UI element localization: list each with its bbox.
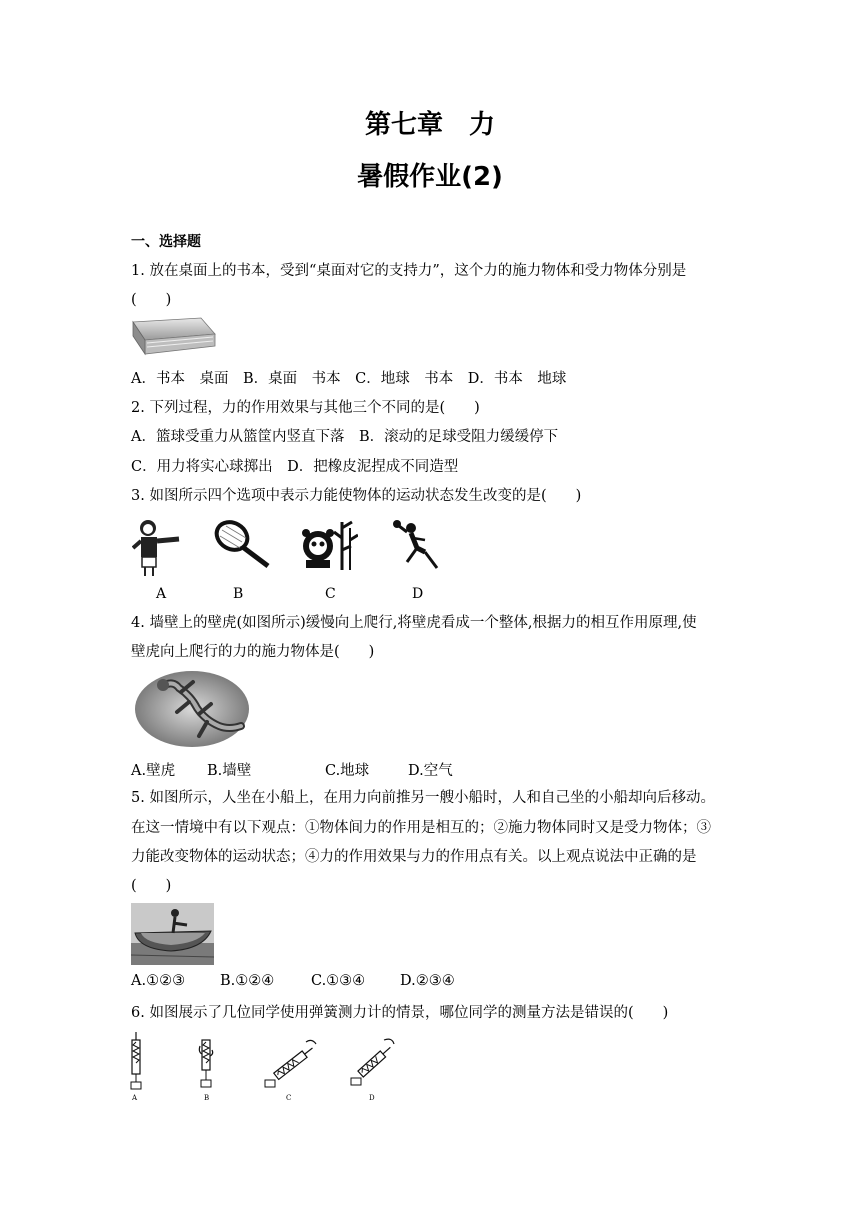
question-4-option-b: B.墙壁: [207, 763, 252, 779]
volleyball-player-image: [385, 518, 445, 574]
scale-label-b: B: [204, 1094, 210, 1102]
figure-label-c: C: [325, 586, 336, 602]
question-6-stem: 6. 如图展示了几位同学使用弹簧测力计的情景，哪位同学的测量方法是错误的( ): [131, 1005, 669, 1021]
question-2-stem: 2. 下列过程，力的作用效果与其他三个不同的是( ): [131, 400, 480, 416]
scale-label-a: A: [132, 1094, 138, 1102]
question-4-stem: 4. 墙壁上的壁虎(如图所示)缓慢向上爬行,将壁虎看成一个整体,根据力的相互作用原理,使: [131, 615, 697, 631]
question-5-stem: 5. 如图所示，人坐在小船上，在用力向前推另一艘小船时，人和自己坐的小船却向后移动。: [131, 790, 715, 806]
boat-image: [131, 903, 214, 965]
scale-label-d: D: [369, 1094, 375, 1102]
scale-label-c: C: [286, 1094, 292, 1102]
page-title: 暑假作业(2): [357, 162, 503, 192]
question-5-option-a: A.①②③: [131, 973, 186, 989]
spring-scale-b-image: [196, 1036, 216, 1092]
question-4-option-a: A.壁虎: [131, 763, 176, 779]
question-2-options-cd: C．用力将实心球掷出 D．把橡皮泥捏成不同造型: [131, 459, 459, 475]
panda-bamboo-image: [298, 516, 358, 572]
question-4-option-c: C.地球: [325, 763, 370, 779]
person-pushing-image: [132, 518, 182, 578]
question-5-stem-3: 力能改变物体的运动状态；④力的作用效果与力的作用点有关。以上观点说法中正确的是: [131, 849, 697, 865]
question-3-stem: 3. 如图所示四个选项中表示力能使物体的运动状态发生改变的是( ): [131, 488, 582, 504]
gecko-image: [133, 668, 251, 750]
question-1-stem: 1. 放在桌面上的书本，受到“桌面对它的支持力”，这个力的施力物体和受力物体分别是: [131, 263, 687, 279]
spring-scale-a-image: [126, 1032, 146, 1092]
question-1-options: A．书本 桌面 B．桌面 书本 C．地球 书本 D．书本 地球: [131, 371, 567, 387]
question-5-stem-2: 在这一情境中有以下观点：①物体间力的作用是相互的；②施力物体同时又是受力物体；③: [131, 820, 711, 836]
question-5-option-d: D.②③④: [400, 973, 455, 989]
question-2-options-ab: A．篮球受重力从篮筐内竖直下落 B．滚动的足球受阻力缓缓停下: [131, 429, 559, 445]
question-5-option-b: B.①②④: [220, 973, 275, 989]
spring-scale-d-image: [348, 1036, 398, 1092]
figure-label-d: D: [412, 586, 424, 602]
figure-label-a: A: [156, 586, 167, 602]
question-5-option-c: C.①③④: [311, 973, 366, 989]
question-5-blank: ( ): [131, 878, 172, 894]
tennis-racket-image: [212, 520, 272, 570]
book-image: [131, 316, 216, 358]
section-title: 一、选择题: [131, 234, 201, 250]
spring-scale-c-image: [262, 1036, 320, 1092]
question-4-stem-cont: 壁虎向上爬行的力的施力物体是( ): [131, 644, 375, 660]
figure-label-b: B: [233, 586, 244, 602]
chapter-title: 第七章 力: [364, 110, 495, 140]
question-4-option-d: D.空气: [408, 763, 453, 779]
question-1-blank: ( ): [131, 292, 172, 308]
